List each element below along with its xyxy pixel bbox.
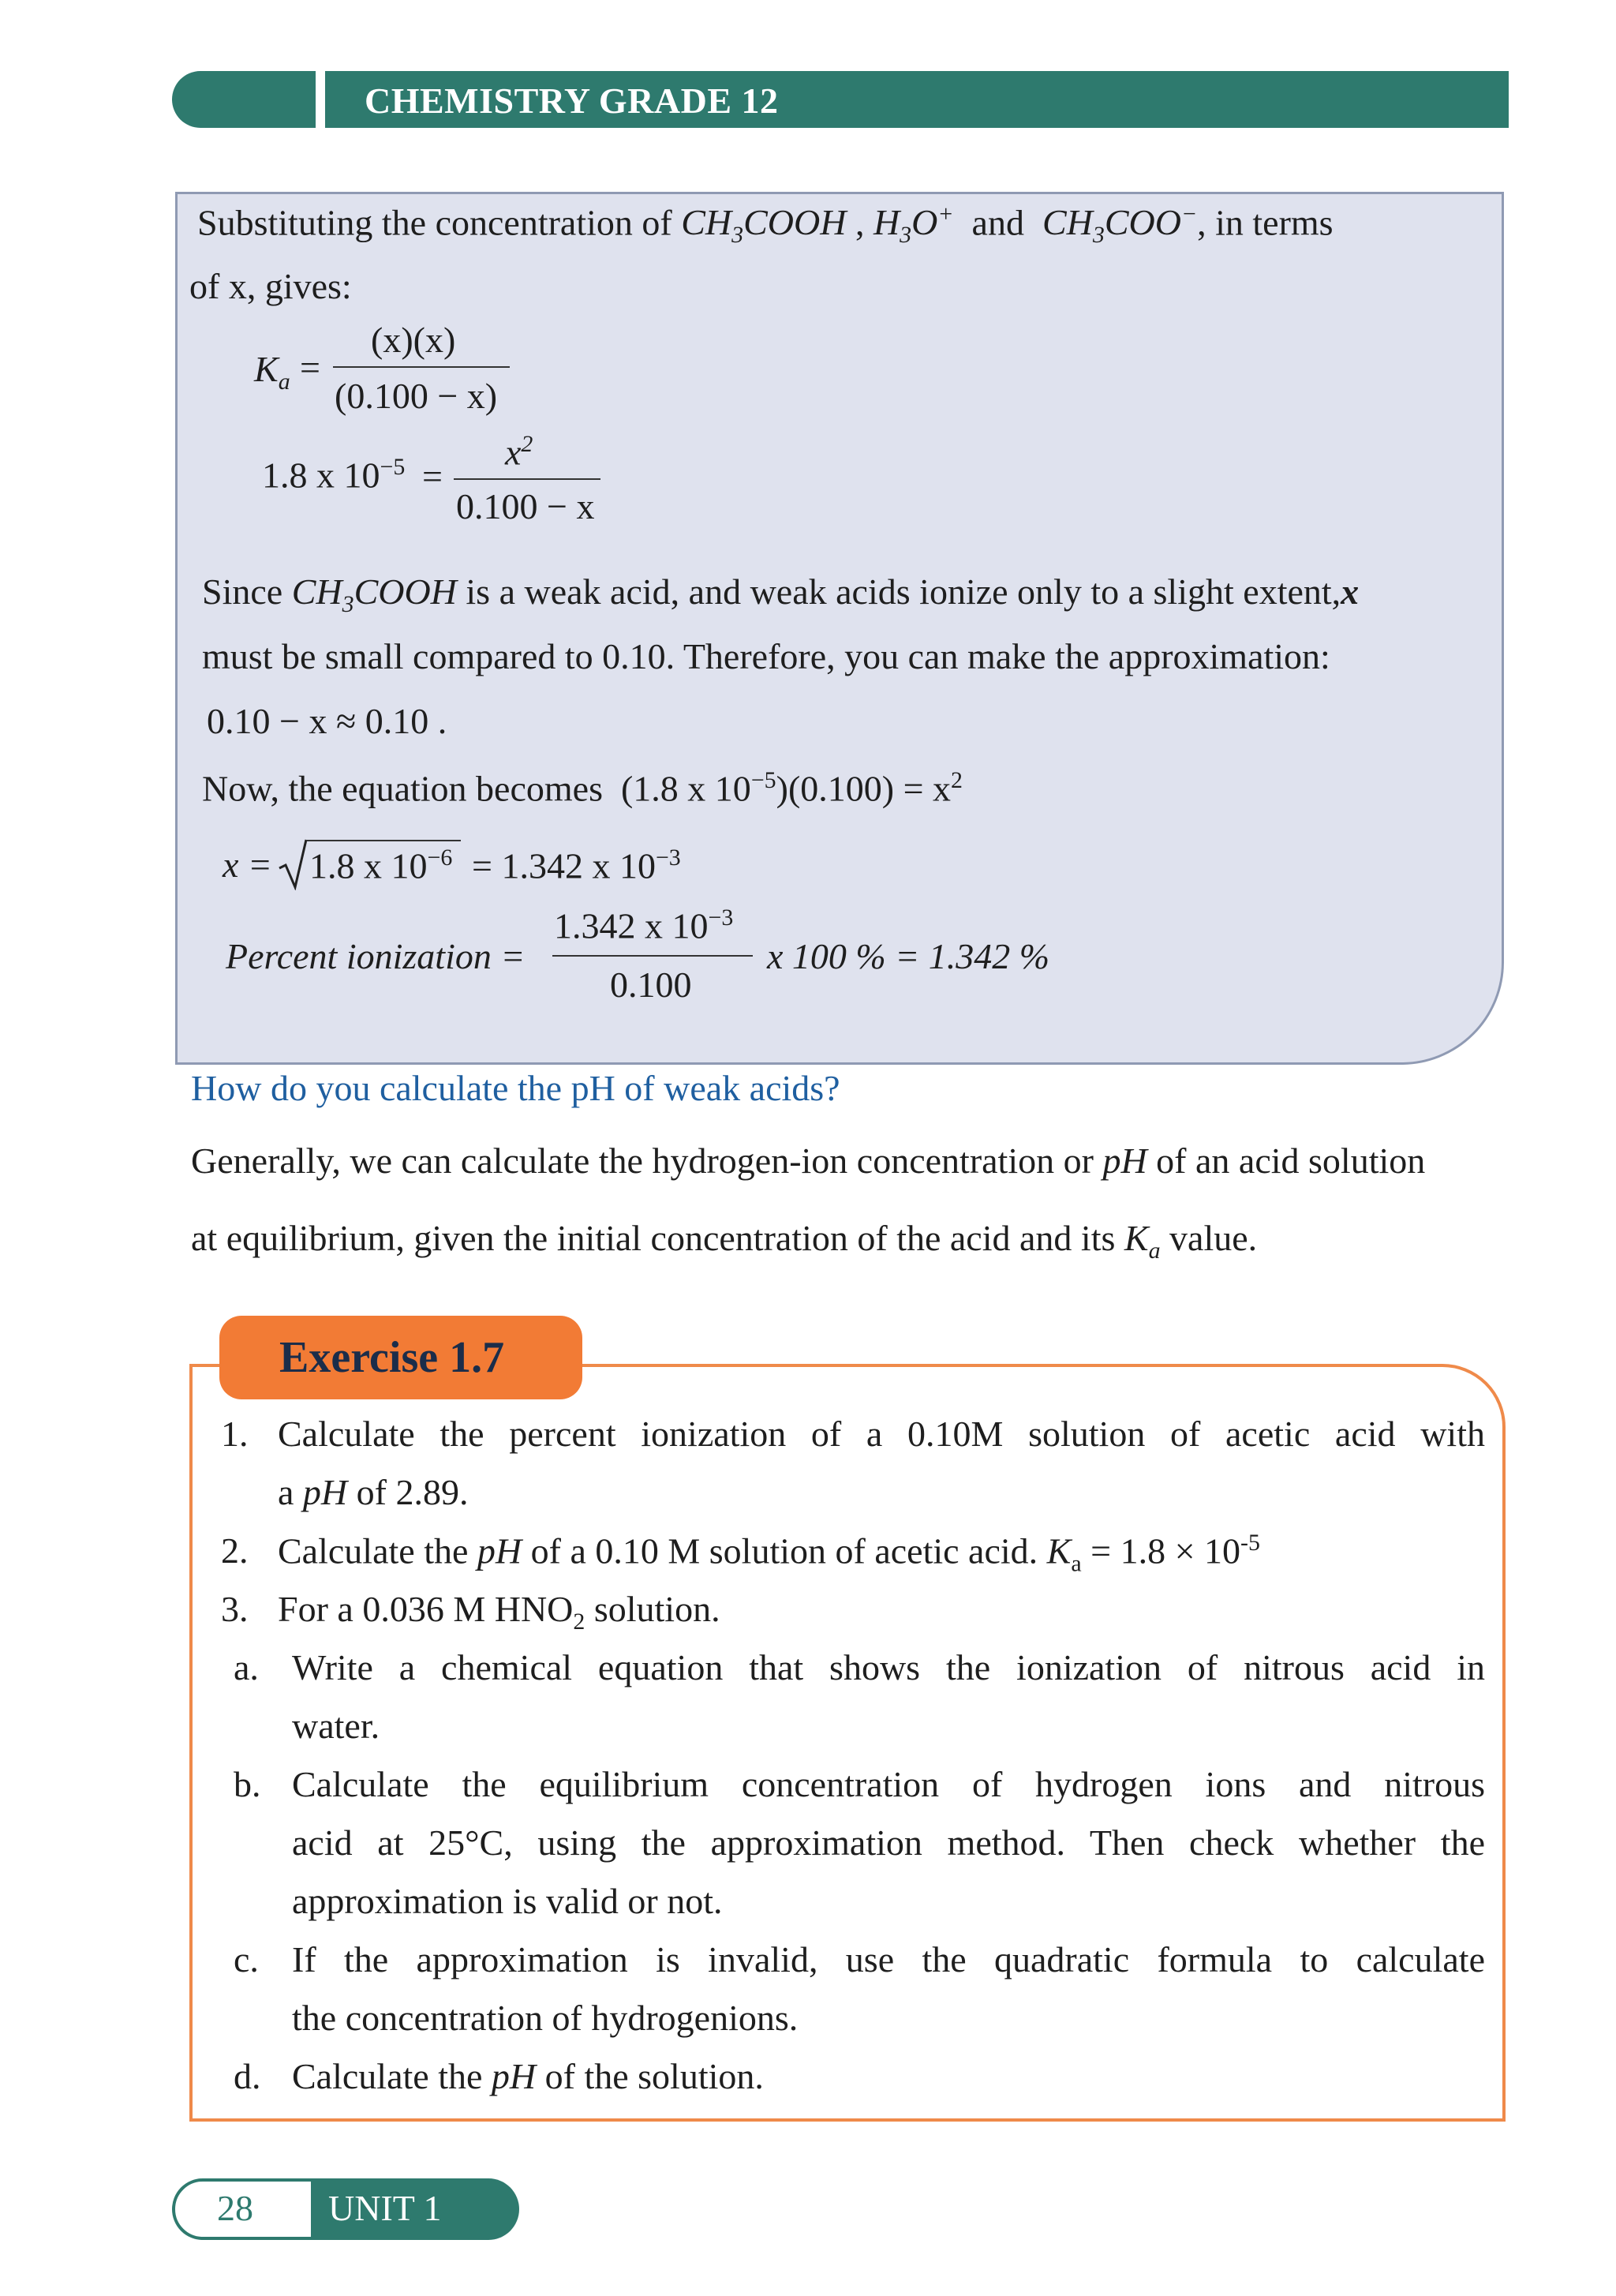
sqrt-left: x = bbox=[223, 845, 272, 885]
header-pill bbox=[172, 71, 316, 128]
eq2-denominator: 0.100 − x bbox=[456, 486, 595, 526]
sqrt-inner: 1.8 x $10^{-6}$ bbox=[309, 845, 453, 886]
ka-fraction-bar bbox=[333, 366, 510, 368]
exercise-subitem-c-line1: If the approximation is invalid, use the quadratic formula to calculate bbox=[292, 1939, 1485, 1980]
eq2-equals: = bbox=[422, 456, 443, 496]
exercise-item-1-line2: a pH of 2.89. bbox=[278, 1472, 469, 1512]
sqrt-symbol-icon bbox=[278, 838, 309, 890]
exercise-subitem-a-marker: a. bbox=[234, 1647, 259, 1687]
exercise-item-3-marker: 3. bbox=[221, 1589, 249, 1629]
page-number: 28 bbox=[217, 2188, 253, 2228]
exercise-item-2-marker: 2. bbox=[221, 1530, 249, 1571]
eq2-numerator: $x^2$ bbox=[505, 431, 533, 473]
header-title: CHEMISTRY GRADE 12 bbox=[365, 81, 779, 121]
percent-denominator: 0.100 bbox=[610, 964, 692, 1005]
exercise-subitem-b-marker: b. bbox=[234, 1764, 261, 1804]
example-intro-line2: of x, gives: bbox=[189, 266, 352, 306]
body-paragraph-line2: at equilibrium, given the initial concentration of the acid and its $K_a$ value. bbox=[191, 1218, 1258, 1264]
body-paragraph-line1: Generally, we can calculate the hydrogen-ion concentration or pH of an acid solution bbox=[191, 1141, 1426, 1181]
exercise-item-1-marker: 1. bbox=[221, 1414, 249, 1454]
section-question-heading: How do you calculate the pH of weak acids? bbox=[191, 1068, 840, 1108]
since-line2: must be small compared to 0.10. Therefore, you can make the approximation: bbox=[202, 636, 1330, 676]
exercise-subitem-c-line2: the concentration of hydrogenions. bbox=[292, 1998, 799, 2038]
ka-numerator: (x)(x) bbox=[371, 320, 456, 360]
sqrt-result: = 1.342 x $10^{-3}$ bbox=[472, 845, 681, 886]
exercise-subitem-c-marker: c. bbox=[234, 1939, 259, 1980]
exercise-item-1-line1: Calculate the percent ionization of a 0.10M solution of acetic acid with bbox=[278, 1414, 1485, 1454]
eq2-fraction-bar bbox=[454, 478, 600, 480]
exercise-item-2-text: Calculate the pH of a 0.10 M solution of acetic acid. $K_a = 1.8 \times 10^{-5}$ bbox=[278, 1530, 1260, 1577]
now-equation-line: Now, the equation becomes (1.8 x $10^{-5})(0.100) = x^2$ bbox=[202, 767, 963, 809]
percent-numerator: 1.342 x $10^{-3}$ bbox=[554, 905, 734, 946]
example-intro-line: Substituting the concentration of $CH_3COOH$ , $H_3O^+$ and $CH_3COO^-$, in terms bbox=[197, 201, 1334, 249]
exercise-subitem-b-line3: approximation is valid or not. bbox=[292, 1881, 723, 1921]
ka-symbol: $K_a$ bbox=[254, 349, 290, 395]
percent-fraction-bar bbox=[552, 955, 753, 957]
exercise-subitem-d-line1: Calculate the pH of the solution. bbox=[292, 2056, 764, 2096]
exercise-subitem-d-marker: d. bbox=[234, 2056, 261, 2096]
eq2-left: 1.8 x $10^{-5}$ bbox=[262, 454, 406, 496]
ka-equals: = bbox=[300, 347, 320, 388]
ka-denominator: (0.100 − x) bbox=[335, 376, 498, 416]
exercise-subitem-a-line1: Write a chemical equation that shows the ionization of nitrous acid in bbox=[292, 1647, 1485, 1687]
exercise-subitem-b-line2: acid at 25°C, using the approximation method. Then check whether the bbox=[292, 1822, 1485, 1863]
approximation: 0.10 − x ≈ 0.10 . bbox=[207, 701, 447, 741]
exercise-subitem-a-line2: water. bbox=[292, 1706, 380, 1746]
percent-result: x 100 % = 1.342 % bbox=[767, 936, 1050, 976]
since-line1: Since $CH_3COOH$ is a weak acid, and weak acids ionize only to a slight extent,x bbox=[202, 571, 1360, 618]
sqrt-overbar bbox=[306, 840, 461, 841]
footer-unit-label: UNIT 1 bbox=[328, 2188, 442, 2228]
exercise-title: Exercise 1.7 bbox=[279, 1333, 505, 1382]
exercise-subitem-b-line1: Calculate the equilibrium concentration of hydrogen ions and nitrous bbox=[292, 1764, 1485, 1804]
exercise-item-3-text: For a 0.036 M $HNO_2$ solution. bbox=[278, 1589, 720, 1635]
percent-label: Percent ionization = bbox=[226, 936, 526, 976]
